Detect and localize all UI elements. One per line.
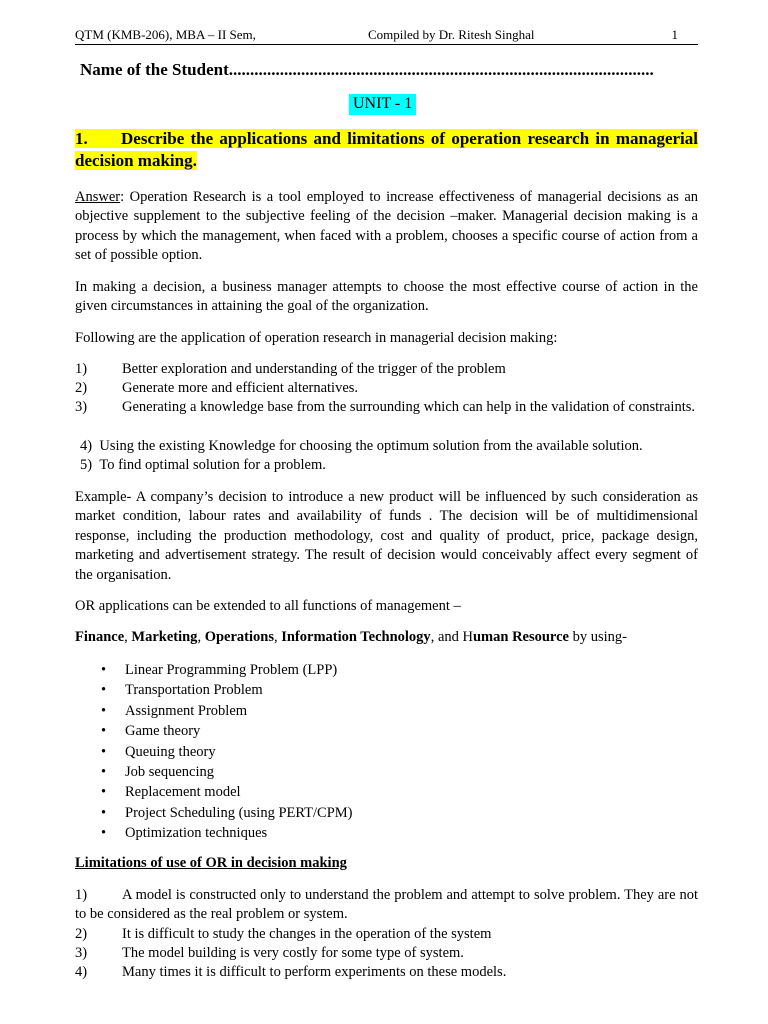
decision-paragraph: In making a decision, a business manager attempts to choose the most effective course of action in the given circumstances in attaining the goal of the organization. [75, 279, 698, 315]
limitation-item: 3) The model building is very costly for some type of system. [75, 945, 464, 961]
question-text: Describe the applications and limitations of operation research in managerial decision making. [75, 129, 698, 170]
answer-paragraph [75, 188, 698, 266]
answer-label: Answer [75, 189, 121, 205]
header-course: QTM (KMB-206), MBA – II Sem, [75, 27, 256, 42]
functions-paragraph: Finance, Marketing, Operations, Information Technology, and Human Resource by using- [75, 629, 627, 645]
application-item: 3) Generating a knowledge base from the surrounding which can help in the validation of constraints. [75, 399, 695, 415]
limitation-item: 2) It is difficult to study the changes in the operation of the system [75, 926, 492, 942]
header-page-number: 1 [671, 27, 678, 42]
question-heading [75, 128, 698, 172]
example-paragraph: Example- A company’s decision to introduce a new product will be influenced by such consideration as market condition, labour rates and availability of funds . The decision will be of multidimensional response, including the production methodology, cost and quality of product, price, package design, marketing and advertisement strategy. The result of decision would conceivably affect every segment of the organisation. [75, 489, 698, 583]
function-finance: Finance [75, 629, 125, 645]
function-marketing: Marketing [131, 629, 198, 645]
technique-item: • Optimization techniques [101, 823, 353, 843]
function-it: Information Technology [281, 629, 431, 645]
student-name-line: Name of the Student.................................................................................................... [80, 60, 654, 79]
limitation-item: 4) Many times it is difficult to perform experiments on these models. [75, 964, 507, 980]
page-header [75, 27, 698, 45]
unit-label: UNIT - 1 [349, 94, 416, 115]
technique-item: • Transportation Problem [101, 680, 353, 700]
technique-item: • Game theory [101, 721, 353, 741]
technique-item: • Linear Programming Problem (LPP) [101, 660, 353, 680]
limitation-item: 1) A model is constructed only to understand the problem and attempt to solve problem. They are not to be considered as the real problem or system. [75, 887, 698, 923]
application-item: 4) Using the existing Knowledge for choosing the optimum solution from the available solution. [80, 438, 643, 454]
technique-item: • Assignment Problem [101, 701, 353, 721]
header-rule [75, 44, 698, 45]
technique-item: • Job sequencing [101, 762, 353, 782]
function-operations: Operations [204, 629, 274, 645]
header-author: Compiled by Dr. Ritesh Singhal [368, 27, 535, 42]
application-item: 2) Generate more and efficient alternatives. [75, 380, 359, 396]
technique-item: • Replacement model [101, 782, 353, 802]
extended-paragraph: OR applications can be extended to all functions of management – [75, 598, 461, 614]
technique-item: • Project Scheduling (using PERT/CPM) [101, 803, 353, 823]
technique-item: • Queuing theory [101, 742, 353, 762]
techniques-list [101, 660, 353, 844]
answer-text: : Operation Research is a tool employed to increase effectiveness of managerial decisions as an objective supplement to the subjective feeling of the decision –maker. Managerial decision making is a process by which the management, when faced with a problem, chooses a specific course of action from a set of possible option. [75, 189, 698, 264]
limitations-heading: Limitations of use of OR in decision making [75, 855, 347, 871]
following-paragraph: Following are the application of operation research in managerial decision making: [75, 330, 558, 346]
application-item: 1) Better exploration and understanding of the trigger of the problem [75, 361, 506, 377]
function-hr: uman Resource [472, 629, 569, 645]
question-number: 1. [75, 129, 88, 148]
application-item: 5) To find optimal solution for a problem. [80, 457, 326, 473]
